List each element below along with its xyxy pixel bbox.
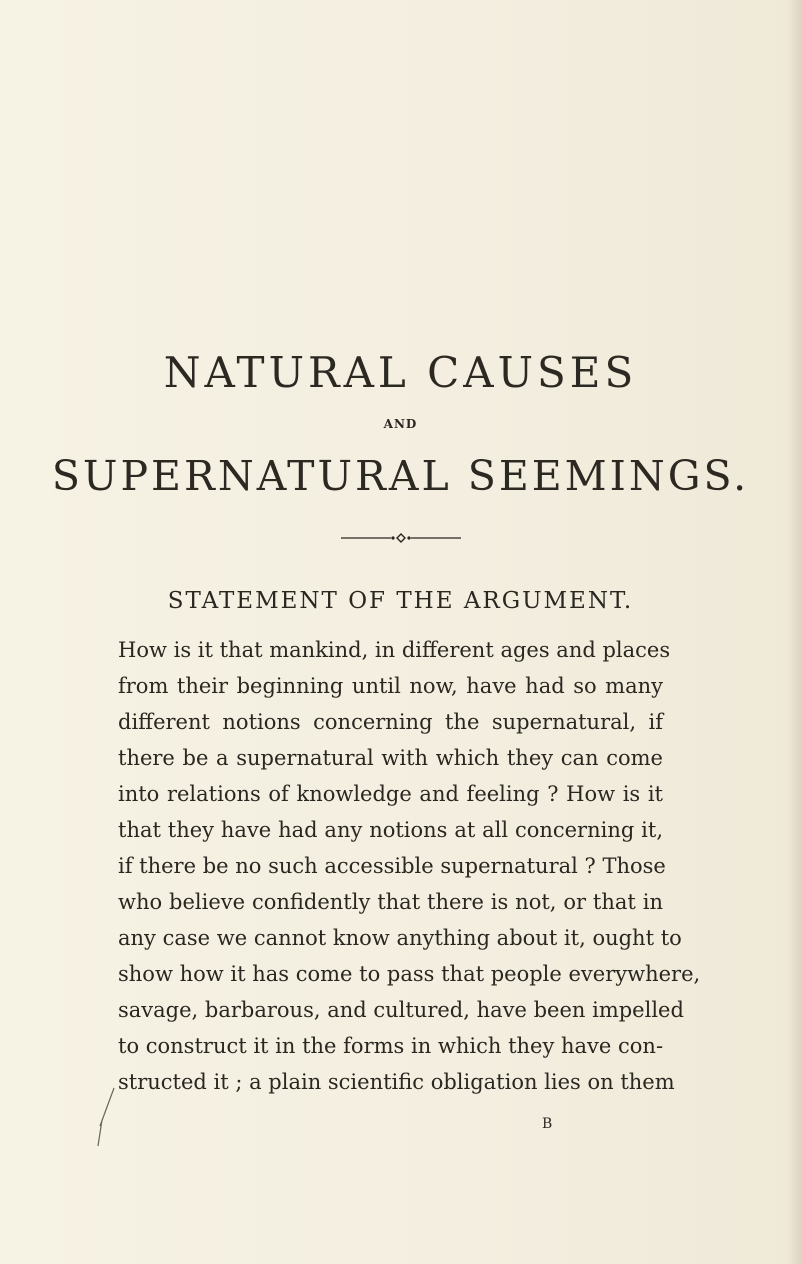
text-line: from their beginning until now, have had so many bbox=[118, 674, 663, 698]
text-line: any case we cannot know anything about it, ought to bbox=[118, 926, 682, 950]
page-edge-shadow bbox=[787, 0, 801, 1264]
ornament-divider-icon bbox=[341, 531, 461, 545]
text-line: into relations of knowledge and feeling ? How is it bbox=[118, 782, 663, 806]
text-line: who believe confidently that there is not, or that in bbox=[118, 890, 663, 914]
text-line: show how it has come to pass that people everywhere, bbox=[118, 962, 701, 986]
text-line: that they have had any notions at all concerning it, bbox=[118, 818, 663, 842]
section-heading: STATEMENT OF THE ARGUMENT. bbox=[167, 588, 634, 614]
text-line: structed it ; a plain scientific obligation lies on them bbox=[118, 1070, 675, 1094]
text-line: there be a supernatural with which they can come bbox=[118, 746, 663, 770]
body-text bbox=[118, 632, 701, 1100]
title-conjunction: AND bbox=[383, 417, 418, 431]
text-line: different notions concerning the supernatural, if bbox=[118, 710, 663, 734]
text-line: to construct it in the forms in which they have con- bbox=[118, 1034, 664, 1058]
text-line: savage, barbarous, and cultured, have been impelled bbox=[118, 998, 684, 1022]
pencil-mark-icon bbox=[96, 1086, 116, 1148]
page-subtitle: SUPERNATURAL SEEMINGS. bbox=[51, 452, 750, 500]
text-line: How is it that mankind, in different ages and places bbox=[118, 638, 671, 662]
text-line: if there be no such accessible supernatural ? Those bbox=[118, 854, 666, 878]
page-title: NATURAL CAUSES bbox=[163, 348, 638, 397]
signature-mark: B bbox=[542, 1116, 553, 1132]
